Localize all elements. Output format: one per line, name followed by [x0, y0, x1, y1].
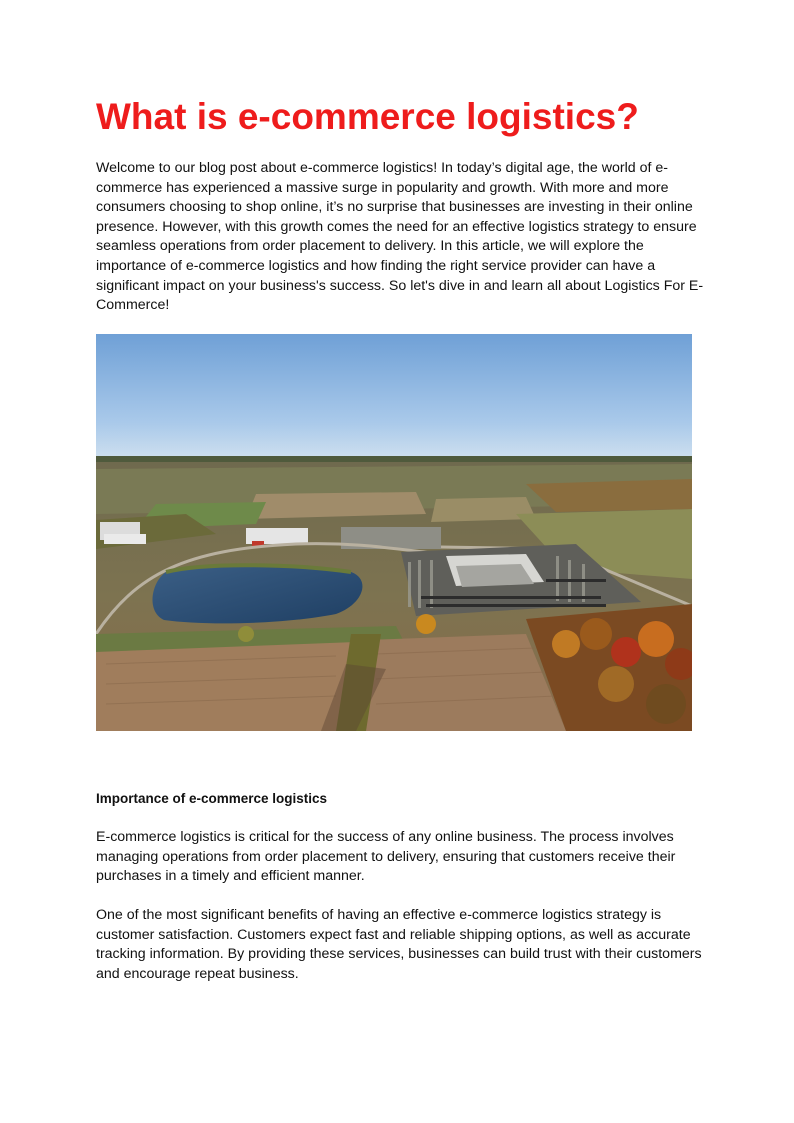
section-heading: Importance of e-commerce logistics [96, 791, 328, 806]
page-title: What is e-commerce logistics? [96, 96, 639, 137]
body-paragraph: One of the most significant benefits of having an effective e-commerce logistics strategy is customer satisfaction. Customers expect fast and reliable shipping options, as well as accurate tracking information. By providing these services, businesses can build trust with their customers and encourage repeat business. [96, 907, 702, 982]
intro-paragraph: Welcome to our blog post about e-commerce logistics! In today’s digital age, the world of e-commerce has experienced a massive surge in popularity and growth. With more and more consumers choosing to shop online, it’s no surprise that businesses are investing in their online presence. However, with this growth comes the need for an effective logistics strategy to ensure seamless operations from order placement to delivery. In this article, we will explore the importance of e-commerce logistics and how finding the right service provider can have a significant impact on your business's success. So let's dive in and learn all about Logistics For E-Commerce! [96, 160, 704, 314]
body-paragraph: E-commerce logistics is critical for the success of any online business. The process involves managing operations from order placement to delivery, ensuring that customers receive their purchases in a timely and efficient manner. [96, 829, 676, 885]
aerial-logistics-photo [96, 334, 692, 731]
